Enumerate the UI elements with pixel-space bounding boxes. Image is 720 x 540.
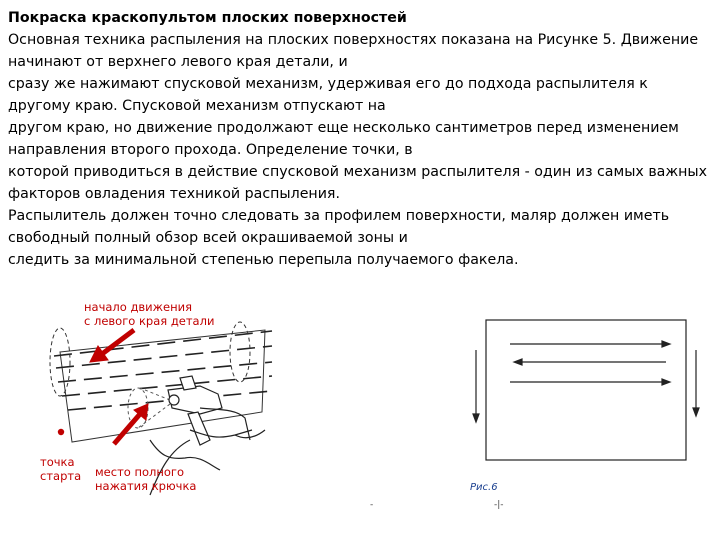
paragraph-line: начинают от верхнего левого края детали, и xyxy=(8,54,348,70)
figure-6-direction-diagram xyxy=(470,300,710,512)
paragraph-line: другом краю, но движение продолжают еще несколько сантиметров перед изменением xyxy=(8,120,679,136)
paragraph-line: сразу же нажимают спусковой механизм, удерживая его до подхода распылителя к xyxy=(8,76,648,92)
direction-arrows xyxy=(473,341,699,422)
paragraph-line: факторов овладения техникой распыления. xyxy=(8,186,340,202)
footer-mark: -|- xyxy=(494,500,504,510)
panel-rectangle xyxy=(486,320,686,460)
text-block xyxy=(8,7,716,271)
document-title: Покраска краскопультом плоских поверхностей xyxy=(8,10,407,26)
label-start-move: начало движения с левого края детали xyxy=(84,300,215,328)
figure-6-drawing xyxy=(470,300,710,480)
spray-gun-icon xyxy=(168,376,222,445)
panel-outline xyxy=(60,330,265,442)
paragraph-line: Основная техника распыления на плоских поверхностях показана на Рисунке 5. Движение xyxy=(8,32,699,48)
paragraph-line: свободный полный обзор всей окрашиваемой зоны и xyxy=(8,230,408,246)
label-full-press: место полного нажатия крючка xyxy=(95,465,197,493)
footer-mark: - xyxy=(370,500,374,510)
paragraph-line: Распылитель должен точно следовать за профилем поверхности, маляр должен иметь xyxy=(8,208,670,224)
paragraph-line: другому краю. Спусковой механизм отпускают на xyxy=(8,98,386,114)
label-start-point: точка старта xyxy=(40,455,82,483)
start-point-marker xyxy=(58,429,64,435)
overspray-right xyxy=(230,322,250,382)
figure-5-spray-technique xyxy=(40,290,340,502)
paragraph-line: направления второго прохода. Определение точки, в xyxy=(8,142,413,158)
spray-path-lines xyxy=(54,331,272,410)
figure-6-caption: Рис.6 xyxy=(470,482,498,493)
paragraph-line: следить за минимальной степенью перепыла получаемого факела. xyxy=(8,252,519,268)
paragraph-line: которой приводиться в действие спусковой механизм распылителя - один из самых важных xyxy=(8,164,708,180)
overspray-left xyxy=(50,328,70,396)
